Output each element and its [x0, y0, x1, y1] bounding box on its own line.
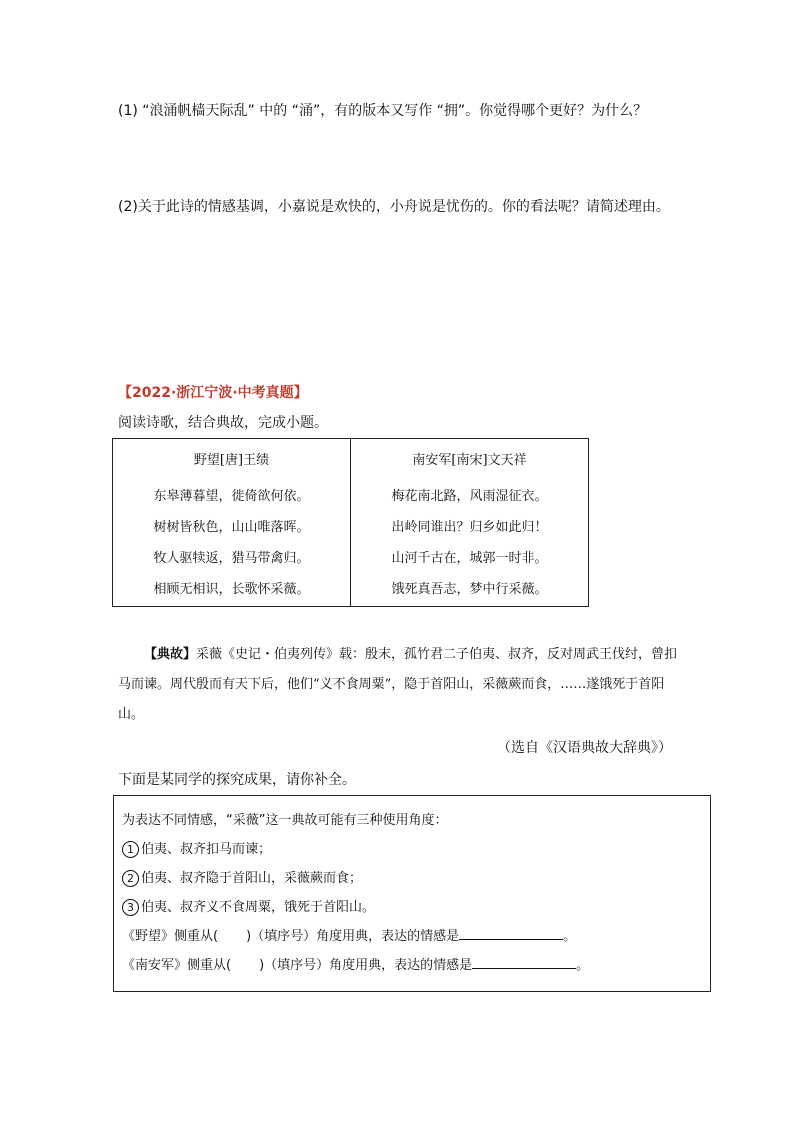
box-intro: 为表达不同情感，“采薇”这一典故可能有三种使用角度：	[122, 813, 448, 828]
poem-line: 出岭同谁出？归乡如此归！	[391, 520, 548, 535]
circled-number: 1	[122, 841, 139, 858]
poem-nananjun	[351, 439, 589, 607]
question-1: (1) “浪涌帆樯天际乱” 中的 “涌”，有的版本又写作 “拥”。你觉得哪个更好？为什么？	[118, 103, 648, 119]
reading-instruction: 阅读诗歌，结合典故，完成小题。	[118, 415, 328, 431]
angle-text: 伯夷、叔齐义不食周粟，饿死于首阳山。	[141, 900, 376, 915]
source-tag: 【2022·浙江宁波·中考真题】	[118, 385, 308, 401]
emotion-blank[interactable]	[459, 925, 563, 940]
allusion-label: 【典故】	[144, 647, 197, 662]
fill-prefix: 《南安军》侧重从(	[122, 958, 232, 973]
poem-line: 饿死真吾志，梦中行采薇。	[391, 582, 548, 597]
poem-yewang	[113, 439, 351, 607]
poems-table	[112, 438, 589, 607]
poem-line: 梅花南北路，风雨湿征衣。	[391, 489, 548, 504]
poem-line: 东皋薄暮望，徙倚欲何依。	[153, 489, 310, 504]
poem-line: 相顾无相识，长歌怀采薇。	[153, 582, 310, 597]
allusion-text: 采薇《史记・伯夷列传》载：殷末，孤竹君二子伯夷、叔齐，反对周武王伐纣，曾扣马而谏。周代殷而有天下后，他们“义不食周粟”，隐于首阳山，采薇蕨而食，……遂饿死于首阳山。	[118, 647, 678, 722]
question-2: (2)关于此诗的情感基调，小嘉说是欢快的，小舟说是忧伤的。你的看法呢？请简述理由。	[118, 199, 670, 215]
poem-line: 牧人驱犊返，猎马带禽归。	[153, 551, 310, 566]
angle-text: 伯夷、叔齐扣马而谏；	[141, 842, 272, 857]
fill-middle: )（填序号）角度用典，表达的情感是	[259, 958, 473, 973]
poem-title: 南安军[南宋]文天祥	[412, 453, 527, 468]
answer-box	[113, 795, 711, 992]
allusion-paragraph	[118, 640, 688, 730]
angle-item	[122, 864, 702, 893]
fill-end: 。	[576, 958, 590, 973]
circled-number: 2	[122, 870, 139, 887]
emotion-blank[interactable]	[472, 954, 576, 969]
angle-item	[122, 835, 702, 864]
poem-line: 山河千古在，城郭一时非。	[391, 551, 548, 566]
poem-title: 野望[唐]王绩	[193, 453, 270, 468]
fill-middle: )（填序号）角度用典，表达的情感是	[246, 929, 460, 944]
fill-prefix: 《野望》侧重从(	[122, 929, 219, 944]
poem-line: 树树皆秋色，山山唯落晖。	[153, 520, 310, 535]
fill-end: 。	[563, 929, 577, 944]
fill-line-yewang	[122, 922, 702, 951]
circled-number: 3	[122, 899, 139, 916]
allusion-citation: （选自《汉语典故大辞典》）	[497, 740, 672, 756]
fill-line-nananjun	[122, 951, 702, 980]
angle-text: 伯夷、叔齐隐于首阳山，采薇蕨而食；	[141, 871, 363, 886]
angle-item	[122, 893, 702, 922]
task-intro: 下面是某同学的探究成果，请你补全。	[118, 772, 356, 788]
